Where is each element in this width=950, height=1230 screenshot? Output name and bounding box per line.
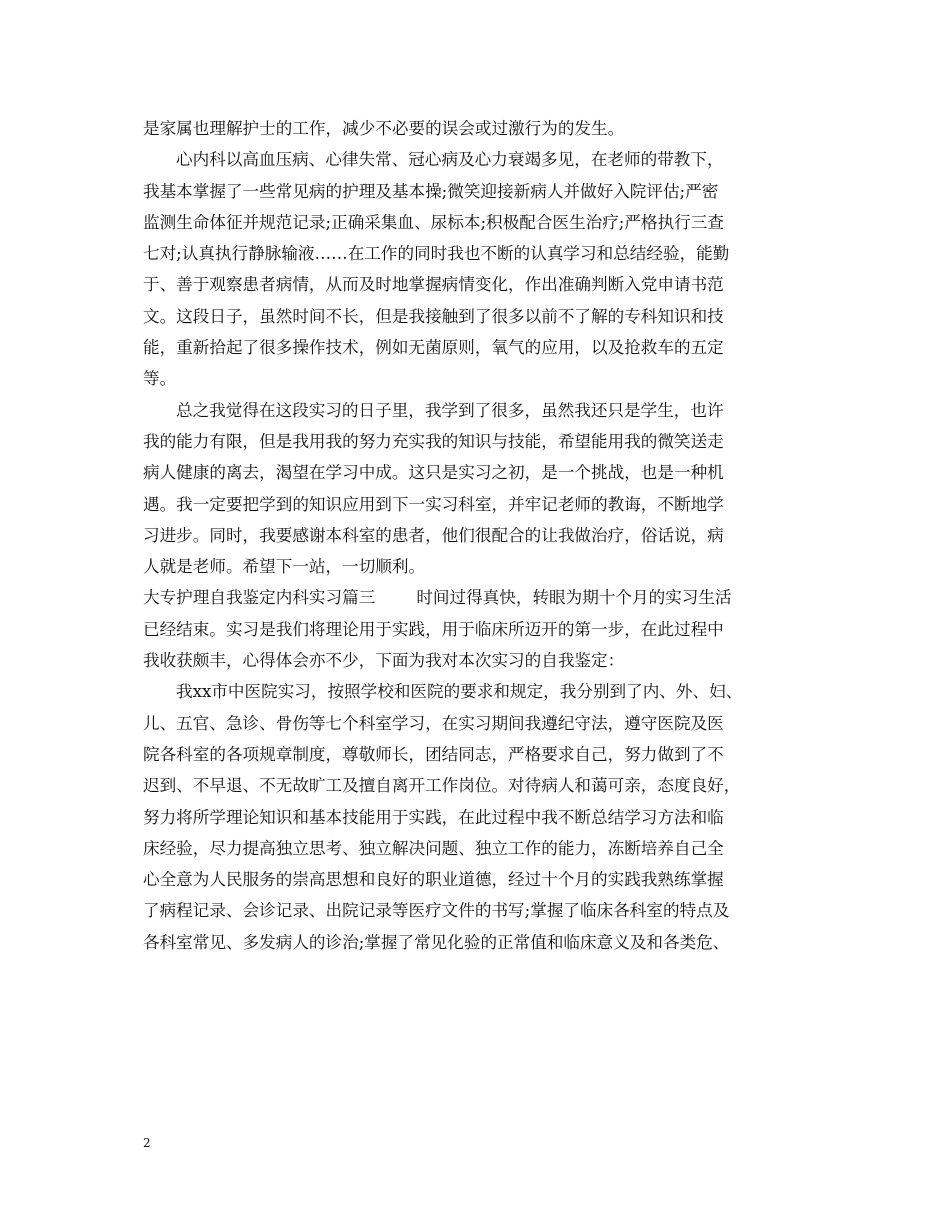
text-line: 心全意为人民服务的崇高思想和良好的职业道德，经过十个月的实践我熟练掌握 (143, 870, 724, 890)
text-line: 各科室常见、多发病人的诊治;掌握了常见化验的正常值和临床意义及和各类危、 (143, 932, 730, 952)
text-line: 我收获颇丰，心得体会亦不少，下面为我对本次实习的自我鉴定： (143, 651, 625, 671)
text-line: 是家属也理解护士的工作，减少不必要的误会或过激行为的发生。 (143, 119, 625, 138)
text-line: 七对;认真执行静脉输液……在工作的同时我也不断的认真学习和总结经验，能勤 (143, 244, 730, 264)
text-line: 能，重新拾起了很多操作技术，例如无菌原则，氧气的应用，以及抢救车的五定 (143, 338, 724, 358)
text-line: 已经结束。实习是我们将理论用于实践，用于临床所迈开的第一步，在此过程中 (143, 619, 724, 639)
text-line: 努力将所学理论知识和基本技能用于实践，在此过程中我不断总结学习方法和临 (143, 807, 724, 827)
text-line: 监测生命体征并规范记录;正确采集血、尿标本;积极配合医生治疗;严格执行三查 (143, 212, 724, 232)
text-line: 习进步。同时，我要感谢本科室的患者，他们很配合的让我做治疗，俗话说，病 (143, 525, 724, 545)
section-heading-line (143, 582, 809, 613)
text-line: 了病程记录、会诊记录、出院记录等医疗文件的书写;掌握了临床各科室的特点及 (143, 901, 730, 921)
section-title: 大专护理自我鉴定内科实习篇三 (143, 588, 376, 608)
text-line: 等。 (143, 369, 177, 389)
text-line: 儿、五官、急诊、骨伤等七个科室学习，在实习期间我遵纪守法，遵守医院及医 (143, 713, 724, 733)
section-heading-text: 时间过得真快，转眼为期十个月的实习生活 (416, 588, 732, 608)
text-line: 文。这段日子，虽然时间不长，但是我接触到了很多以前不了解的专科知识和技 (143, 306, 724, 326)
text-line: 于、善于观察患者病情，从而及时地掌握病情变化，作出准确判断入党申请书范 (143, 275, 724, 295)
text-line: 院各科室的各项规章制度，尊敬师长，团结同志，严格要求自己，努力做到了不 (143, 744, 724, 764)
text-line: 遇。我一定要把学到的知识应用到下一实习科室，并牢记老师的教诲，不断地学 (143, 494, 724, 514)
text-line: 迟到、不早退、不无故旷工及擅自离开工作岗位。对待病人和蔼可亲，态度良好， (143, 776, 741, 796)
text-line: 病人健康的离去，渴望在学习中成。这只是实习之初，是一个挑战，也是一种机 (143, 463, 724, 483)
page-number: 2 (143, 1136, 151, 1150)
document-body (143, 113, 809, 958)
text-line: 床经验，尽力提高独立思考、独立解决问题、独立工作的能力，冻断培养自己全 (143, 838, 724, 858)
text-line: 我的能力有限，但是我用我的努力充实我的知识与技能，希望能用我的微笑送走 (143, 431, 724, 451)
paragraph-start-line: 心内科以高血压病、心律失常、冠心病及心力衰竭多见，在老师的带教下， (176, 150, 724, 170)
text-line: 人就是老师。希望下一站，一切顺利。 (143, 557, 426, 577)
paragraph-start-line: 我xx市中医院实习，按照学校和医院的要求和规定，我分别到了内、外、妇、 (176, 682, 743, 702)
paragraph-start-line: 总之我觉得在这段实习的日子里，我学到了很多，虽然我还只是学生，也许 (176, 400, 724, 420)
text-line: 我基本掌握了一些常见病的护理及基本操;微笑迎接新病人并做好入院评估;严密 (143, 181, 719, 201)
